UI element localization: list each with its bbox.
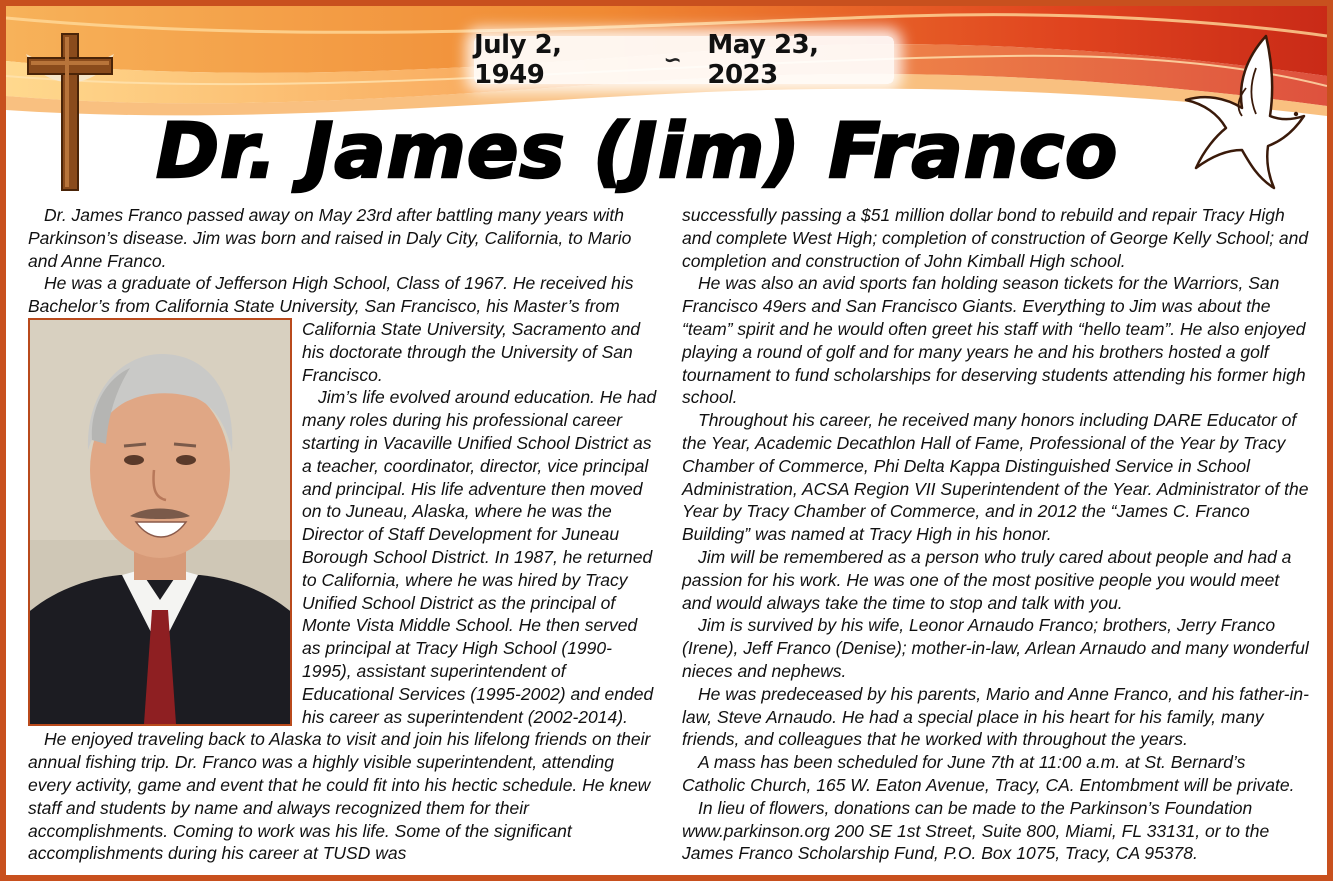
life-dates [474, 30, 894, 90]
paragraph: Jim’s life evolved around education. He had many roles during his professional career starting in Vacaville Unified School District as a teacher, coordinator, director, vice principal and principal. His life adventure then moved on to Juneau, Alaska, where he was the Director of Staff Development for Juneau Borough School District. In 1987, he returned to California, where he was hired by Tracy Unified School District as the principal of Monte Vista Middle School. He then served as principal at Tracy High School (1990-1995), assistant superintendent of Educational Services (1995-2002) and ended his career as superintendent (2002-2014). [302, 387, 657, 727]
paragraph: Jim is survived by his wife, Leonor Arnaudo Franco; brothers, Jerry Franco (Irene), Jeff Franco (Denise); mother-in-law, Arlean Arnaudo and many wonderful nieces and nephews. [682, 615, 1309, 681]
paragraph: He enjoyed traveling back to Alaska to visit and join his lifelong friends on their annual fishing trip. Dr. Franco was a highly visible superintendent, attending every activity, game and event that he could fit into his hectic schedule. He knew staff and students by name and always recognized them for their accomplishments. Coming to work was his life. Some of the significant accomplishments during his career at TUSD was [28, 729, 651, 864]
paragraph: successfully passing a $51 million dollar bond to rebuild and repair Tracy High and complete West High; completion of construction of George Kelly School; and completion and construction of John Kimball High school. [682, 205, 1309, 271]
paragraph: He was predeceased by his parents, Mario and Anne Franco, and his father-in-law, Steve Arnaudo. He had a special place in his heart for his family, many friends, and colleagues that he worked with throughout the years. [682, 683, 1309, 750]
paragraph: Throughout his career, he received many honors including DARE Educator of the Year, Academic Decathlon Hall of Fame, Professional of the Year by Tracy Chamber of Commerce, Phi Delta Kappa Distinguished Service in School Administration, ACSA Region VII Superintendent of the Year. Administrator of the Year by Tracy Chamber of Commerce, and in 2012 the “James C. Franco Building” was named at Tracy High in his honor. [682, 410, 1309, 545]
paragraph: A mass has been scheduled for June 7th at 11:00 a.m. at St. Bernard’s Catholic Church, 165 W. Eaton Avenue, Tracy, CA. Entombment will be private. [682, 752, 1295, 795]
birth-date: July 2, 1949 [474, 30, 562, 90]
obituary-column-left [28, 204, 660, 865]
portrait-photo [28, 318, 292, 726]
deceased-name: Dr. James (Jim) Franco [156, 106, 1119, 195]
paragraph: Dr. James Franco passed away on May 23rd after battling many years with Parkinson’s disease. Jim was born and raised in Daly City, California, to Mario and Anne Franco. [28, 205, 632, 271]
paragraph: Jim will be remembered as a person who truly cared about people and had a passion for his work. He was one of the most positive people you would meet and would always take the time to stop and talk with you. [682, 546, 1292, 613]
obituary-column-right [682, 204, 1312, 865]
swirl-ornament-icon: ∽ [663, 47, 682, 73]
paragraph-continued: California State University, Sacramento and his doctorate through the University of San Francisco. [302, 318, 641, 385]
death-date: May 23, 2023 [707, 30, 819, 90]
cross-icon [20, 28, 120, 196]
dove-icon [1146, 28, 1316, 198]
paragraph: In lieu of flowers, donations can be made to the Parkinson’s Foundation www.parkinson.org 200 SE 1st Street, Suite 800, Miami, FL 33131, or to the James Franco Scholarship Fund, P.O. Box 1075, Tracy, CA 95378. [682, 797, 1270, 864]
paragraph-text-lead: He was a graduate of Jefferson High School, Class of 1967. He received his Bachelor’s from California State University, San Francisco, his Master’s from [28, 273, 634, 317]
paragraph: He was also an avid sports fan holding season tickets for the Warriors, San Francisco 49ers and San Francisco Giants. Everything to Jim was about the “team” spirit and he would often greet his staff with “hello team”. He also enjoyed playing a round of golf and for many years he and his brothers hosted a golf tournament to fund scholarships for deserving students attending his former high school. [682, 273, 1306, 408]
paragraph [28, 272, 660, 318]
portrait-illustration [30, 320, 290, 724]
